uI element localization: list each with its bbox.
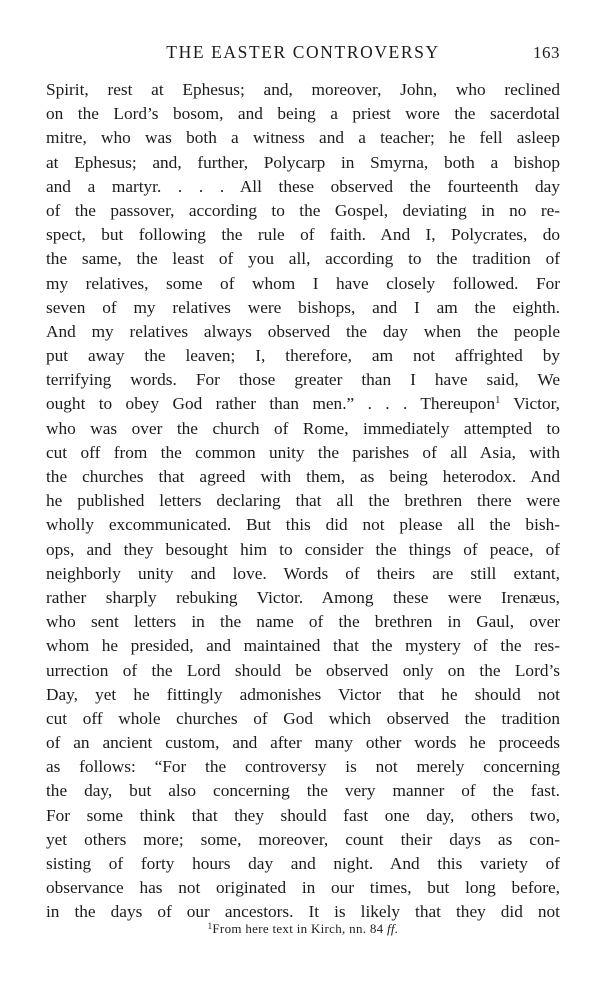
text-line: cut off whole churches of God which observed the tradition: [46, 708, 560, 728]
text-line: urrection of the Lord should be observed only on the Lord’s: [46, 660, 560, 680]
page-number: 163: [533, 43, 560, 62]
text-line: yet others more; some, moreover, count their days as con-: [46, 829, 560, 849]
text-line: rather sharply rebuking Victor. Among these were Irenæus,: [46, 587, 560, 607]
text-line: the day, but also concerning the very manner of the fast.: [46, 781, 560, 801]
text-line: at Ephesus; and, further, Polycarp in Smyrna, both a bishop: [46, 152, 560, 172]
text-line-head: ought to obey God rather than men.” . . . Thereupon: [46, 394, 496, 414]
text-line: the same, the least of you all, according to the tradition of: [46, 249, 560, 269]
text-line: in the days of our ancestors. It is likely that they did not: [46, 902, 560, 922]
text-line: ops, and they besought him to consider the things of peace, of: [46, 539, 560, 559]
footnote-reference: 1: [495, 395, 501, 407]
text-line: observance has not originated in our times, but long before,: [46, 878, 560, 898]
text-line: of an ancient custom, and after many other words he proceeds: [46, 733, 560, 753]
running-head: [46, 40, 560, 64]
text-line: who was over the church of Rome, immediately attempted to: [46, 418, 560, 438]
text-line: of the passover, according to the Gospel, deviating in no re-: [46, 200, 560, 220]
text-line: For some think that they should fast one day, others two,: [46, 805, 560, 825]
running-title: THE EASTER CONTROVERSY: [166, 42, 440, 62]
text-line: who sent letters in the name of the brethren in Gaul, over: [46, 612, 560, 632]
text-line: and a martyr. . . . All these observed the fourteenth day: [46, 176, 560, 196]
body-text: [46, 78, 560, 925]
text-line: the churches that agreed with them, as being heterodox. And: [46, 467, 560, 486]
text-line: whom he presided, and maintained that the mystery of the res-: [46, 636, 560, 656]
text-line: mitre, who was both a witness and a teacher; he fell asleep: [46, 128, 560, 148]
text-line: my relatives, some of whom I have closely followed. For: [46, 273, 560, 293]
text-line: terrifying words. For those greater than I have said, We: [46, 370, 560, 390]
text-line: neighborly unity and love. Words of theirs are still extant,: [46, 563, 560, 583]
text-line: spect, but following the rule of faith. And I, Polycrates, do: [46, 225, 560, 245]
text-line: And my relatives always observed the day when the people: [46, 321, 560, 341]
text-line: on the Lord’s bosom, and being a priest wore the sacerdotal: [46, 104, 560, 124]
text-line: he published letters declaring that all the brethren there were: [46, 491, 560, 511]
text-line: Day, yet he fittingly admonishes Victor that he should not: [46, 684, 560, 704]
text-line-tail: Victor,: [500, 394, 561, 414]
text-line: put away the leaven; I, therefore, am not affrighted by: [46, 346, 560, 366]
text-line: as follows: “For the controversy is not merely concerning: [46, 757, 560, 777]
footnote-italic-suffix: ff.: [387, 921, 399, 936]
text-line: sisting of forty hours day and night. And this variety of: [46, 854, 560, 873]
text-line: wholly excommunicated. But this did not please all the bish-: [46, 515, 560, 535]
text-line-with-footnote-ref: [46, 392, 560, 416]
text-line: cut off from the common unity the parishes of all Asia, with: [46, 442, 560, 462]
footnote: [46, 920, 560, 938]
text-line: Spirit, rest at Ephesus; and, moreover, John, who reclined: [46, 80, 560, 99]
footnote-text: From here text in Kirch, nn. 84: [212, 921, 384, 936]
text-line: seven of my relatives were bishops, and I am the eighth.: [46, 297, 560, 317]
footnote-marker: 1: [207, 921, 213, 931]
